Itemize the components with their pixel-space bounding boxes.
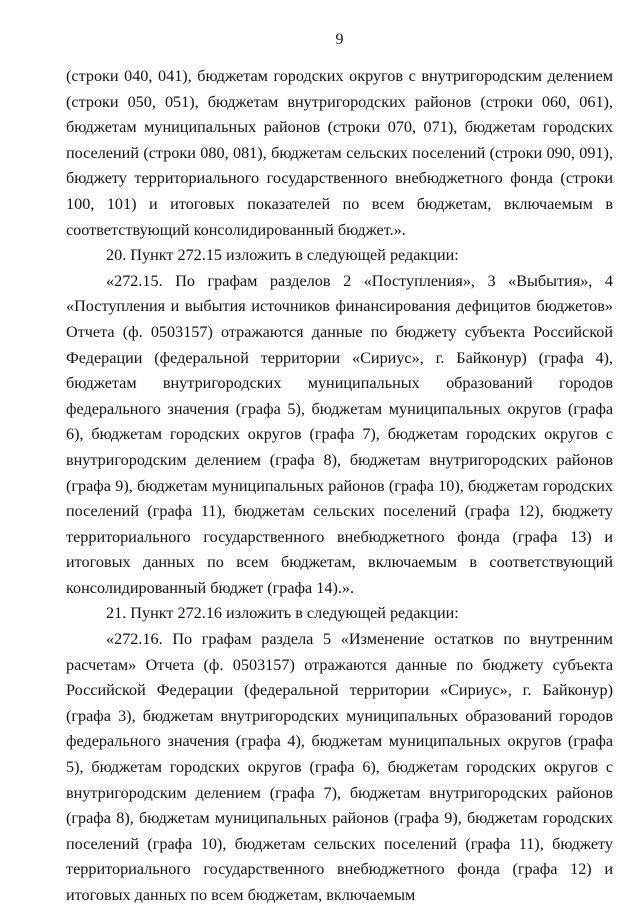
paragraph-item-21: 21. Пункт 272.16 изложить в следующей редакции: <box>106 604 459 623</box>
paragraph-clause-272-16: «272.16. По графам раздела 5 «Изменение остатков по внутренним расчетам» Отчета (ф. 0503157) отражаются данные по бюджету субъекта Российской Федерации (федеральной территории «Сириус», г. Байконур) (графа 3), бюджетам внутригородских муниципальных образований городов федерального значения (графа 4), бюджетам муниципальных округов (графа 5), бюджетам городских округов (графа 6), бюджетам городских округов с внутригородским делением (графа 7), бюджетам внутригородских районов (графа 8), бюджетам муниципальных районов (графа 9), бюджетам городских поселений (графа 10), бюджетам сельских поселений (графа 11), бюджету территориального государственного внебюджетного фонда (графа 12) и итоговых данных по всем бюджетам, включаемым <box>66 630 613 904</box>
paragraph-continuation: (строки 040, 041), бюджетам городских округов с внутригородским делением (строки 050, 051), бюджетам внутригородских районов (строки 060, 061), бюджетам муниципальных районов (строки 070, 071), бюджетам городских поселений (строки 080, 081), бюджетам сельских поселений (строки 090, 091), бюджету территориального государственного внебюджетного фонда (строки 100, 101) и итоговых показателей по всем бюджетам, включаемым в соответствующий консолидированный бюджет.». <box>66 67 613 239</box>
paragraph-item-20: 20. Пункт 272.15 изложить в следующей редакции: <box>106 246 459 265</box>
paragraph-clause-272-15: «272.15. По графам разделов 2 «Поступления», 3 «Выбытия», 4 «Поступления и выбытия источников финансирования дефицитов бюджетов» Отчета (ф. 0503157) отражаются данные по бюджету субъекта Российской Федерации (федеральной территории «Сириус», г. Байконур) (графа 4), бюджетам внутригородских муниципальных образований городов федерального значения (графа 5), бюджетам муниципальных округов (графа 6), бюджетам городских округов (графа 7), бюджетам городских округов с внутригородским делением (графа 8), бюджетам внутригородских районов (графа 9), бюджетам муниципальных районов (графа 10), бюджетам городских поселений (графа 11), бюджетам сельских поселений (графа 12), бюджету территориального государственного внебюджетного фонда (графа 13) и итоговых данных по всем бюджетам, включаемым в соответствующий консолидированный бюджет (графа 14).». <box>66 271 613 597</box>
page-number: 9 <box>335 31 344 48</box>
